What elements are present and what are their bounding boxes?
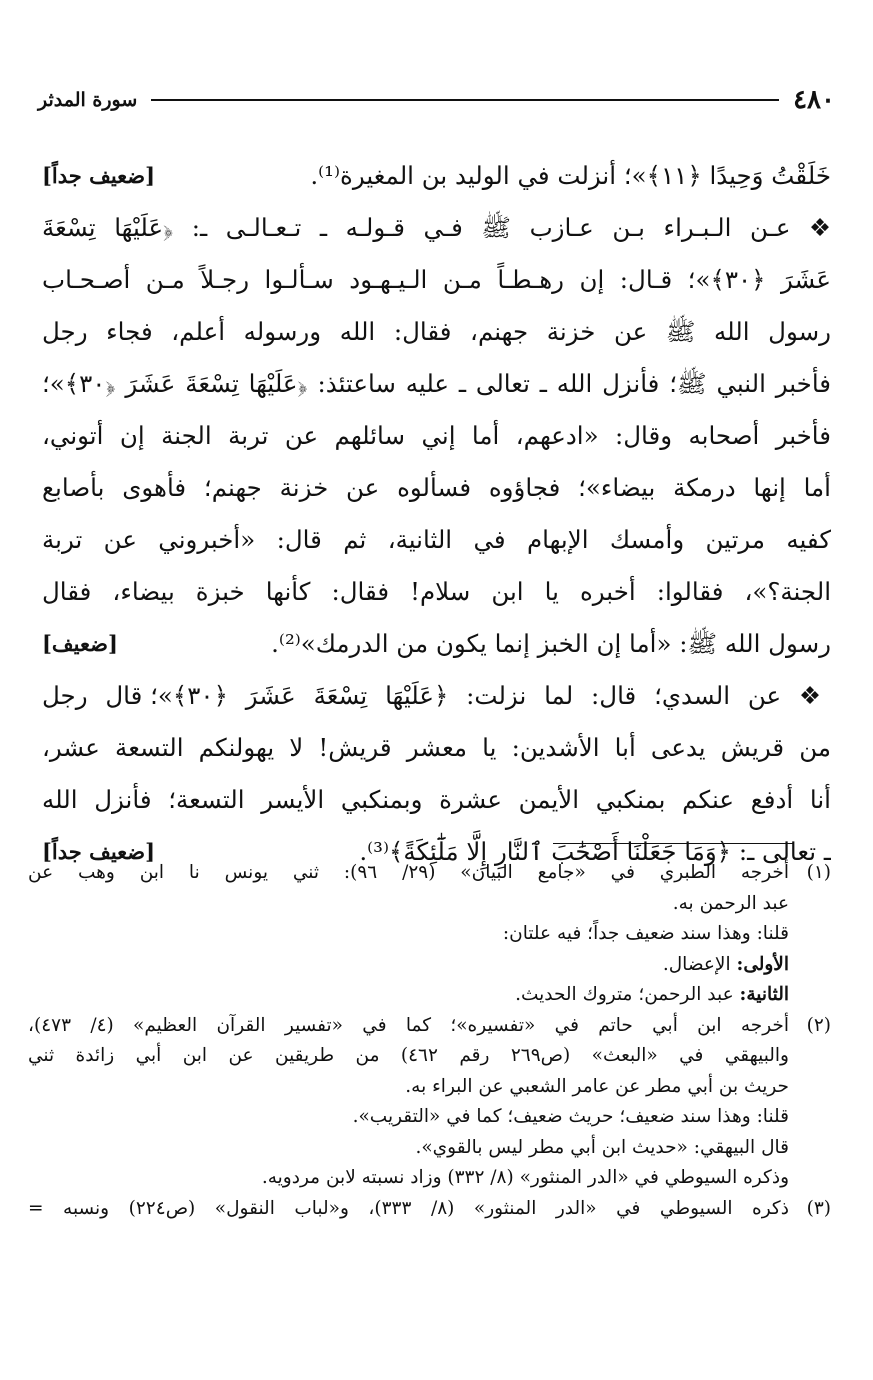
footnote-line: (٣)ذكره السيوطي في «الدر المنثور» (٨/ ٣٣٣)، و«لباب النقول» (ص٢٢٤) ونسبه =: [28, 1194, 831, 1225]
grade-label: [ضعيف جداً]: [42, 163, 156, 188]
footnote-line: حريث بن أبي مطر عن عامر الشعبي عن البراء به.: [405, 1075, 789, 1097]
main-text: [42, 150, 831, 878]
text-line: كفيه مرتين وأمسك الإبهام في الثانية، ثم قال: «أخبروني عن تربة: [42, 525, 831, 554]
footnote-line: والبيهقي في «البعث» (ص٢٦٩ رقم ٤٦٢) من طريقين عن ابن أبي زائدة ثني: [28, 1045, 789, 1066]
footnote-line: الثانية: عبد الرحمن؛ متروك الحديث.: [515, 984, 789, 1005]
text-line: أنا أدفع عنكم بمنكبي الأيمن عشرة وبمنكبي الأيسر التسعة؛ فأنزل الله: [42, 785, 831, 814]
page-header: [38, 80, 835, 120]
footnote-line: (١)أخرجه الطبري في «جامع البيان» (٢٩/ ٩٦): ثني يونس نا ابن وهب عن: [28, 858, 831, 889]
text-line: ـ تعالى ـ: ﴿وَمَا جَعَلْنَا أَصْحَٰبَ ٱلنَّارِ إِلَّا مَلَٰٓئِكَةً﴾⁽³⁾. [ضعيف جداً]: [42, 826, 831, 878]
grade-label: [ضعيف جداً]: [42, 839, 156, 864]
text-line: ❖ عن السدي؛ قال: لما نزلت: ﴿عَلَيْهَا تِسْعَةَ عَشَرَ ﴿٣٠﴾»؛ قال رجل: [42, 681, 831, 710]
text-line: ❖ عـن الـبـراء بـن عـازب ﷺ فـي قـولـه ـ تـعـالـى ـ: ﴿عَلَيْهَا تِسْعَةَ: [42, 213, 831, 242]
header-rule: [151, 99, 779, 101]
footnote-line: قلنا: وهذا سند ضعيف جداً؛ فيه علتان:: [502, 923, 789, 944]
text-line: الجنة؟»، فقالوا: أخبره يا ابن سلام! فقال: كأنها خبزة بيضاء، فقال: [42, 577, 831, 606]
text-line: رسول الله ﷺ: «أما إن الخبز إنما يكون من الدرمك»⁽²⁾. [ضعيف]: [42, 618, 831, 670]
footnote-separator: [553, 843, 793, 844]
text-line: أما إنها درمكة بيضاء»؛ فجاؤوه فسألوه عن خزنة جهنم؛ فأهوى بأصابع: [42, 473, 831, 502]
footnote-number: (١): [806, 862, 831, 883]
text-line: من قريش يدعى أبا الأشدين: يا معشر قريش! لا يهولنكم التسعة عشر،: [42, 733, 831, 762]
footnote-number: (٣): [806, 1197, 831, 1219]
surah-title: سورة المدثر: [38, 89, 138, 111]
text-line: فأخبر النبي ﷺ؛ فأنزل الله ـ تعالى ـ عليه ساعتئذ: ﴿عَلَيْهَا تِسْعَةَ عَشَرَ ﴿٣٠﴾»؛: [42, 369, 831, 398]
footnotes: [28, 858, 831, 1224]
text-line: رسول الله ﷺ عن خزنة جهنم، فقال: الله ورسوله أعلم، فجاء رجل: [42, 317, 831, 346]
footnote-line: الأولى: الإعضال.: [662, 953, 789, 975]
text-line: خَلَقْتُ وَحِيدًا ﴿١١﴾»؛ أنزلت في الوليد بن المغيرة⁽¹⁾. [ضعيف جداً]: [42, 150, 831, 202]
grade-label: [ضعيف]: [42, 631, 118, 656]
footnote-line: قلنا: وهذا سند ضعيف؛ حريث ضعيف؛ كما في «التقريب».: [352, 1106, 789, 1127]
footnote-line: (٢)أخرجه ابن أبي حاتم في «تفسيره»؛ كما في «تفسير القرآن العظيم» (٤/ ٤٧٣)،: [28, 1011, 831, 1042]
page-number: ٤٨٠: [793, 85, 835, 115]
footnote-line: وذكره السيوطي في «الدر المنثور» (٨/ ٣٣٢) وزاد نسبته لابن مردويه.: [261, 1167, 789, 1188]
text-line: عَشَرَ ﴿٣٠﴾»؛ قـال: إن رهـطـاً مـن الـيـهـود سـألـوا رجـلاً مـن أصـحـاب: [42, 265, 831, 294]
footnote-line: عبد الرحمن به.: [672, 892, 789, 914]
footnote-line: قال البيهقي: «حديث ابن أبي مطر ليس بالقوي».: [415, 1136, 789, 1158]
text-line: فأخبر أصحابه وقال: «ادعهم، أما إني سائلهم عن تربة الجنة إن أتوني،: [42, 421, 831, 450]
footnote-number: (٢): [806, 1014, 831, 1036]
